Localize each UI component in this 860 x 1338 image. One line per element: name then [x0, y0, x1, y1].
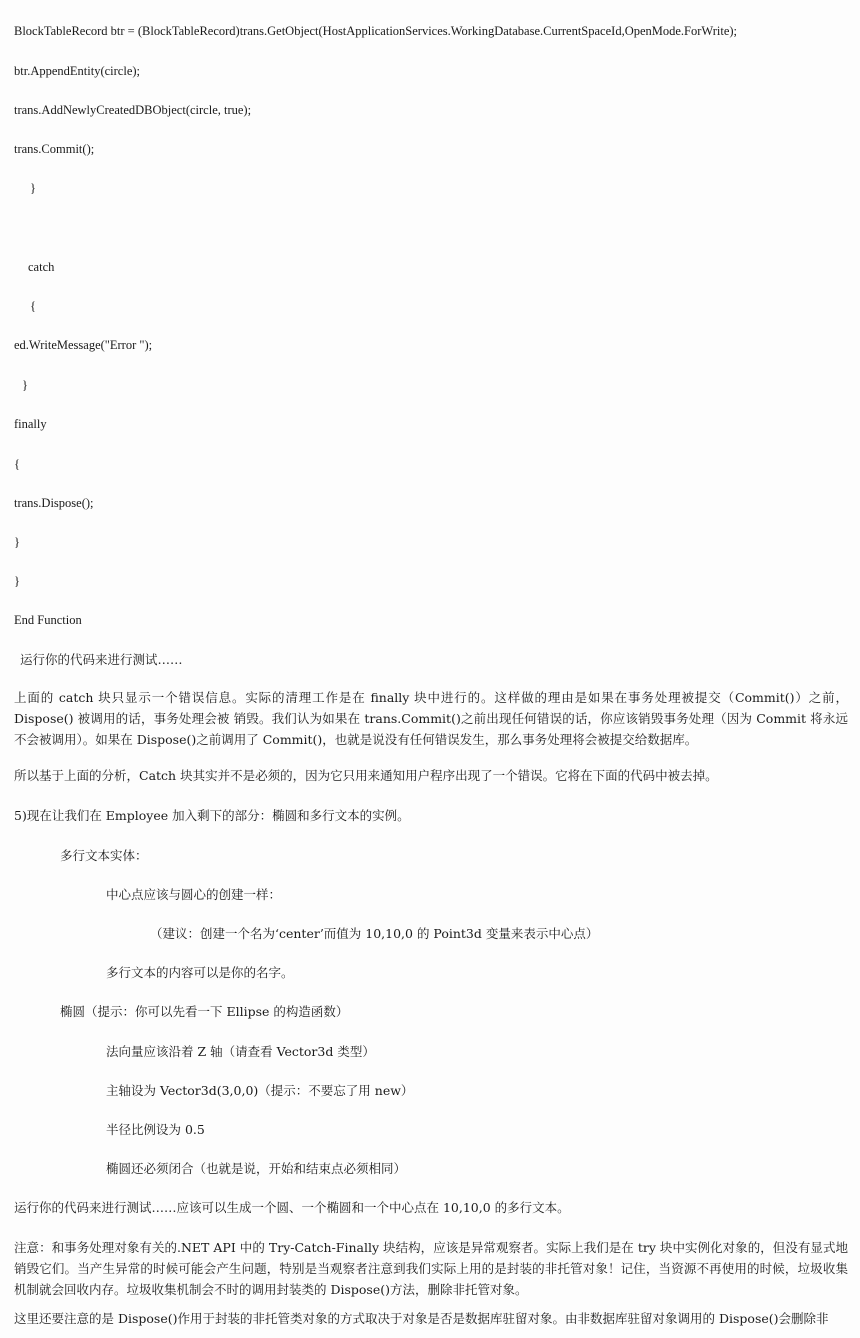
code-line-add-newly-created: trans.AddNewlyCreatedDBObject(circle, true); [14, 103, 252, 117]
code-line-open-brace-catch: { [30, 299, 36, 313]
code-line-finally: finally [14, 417, 47, 431]
code-line-close-brace-try: } [30, 181, 36, 195]
paragraph-note: 注意：和事务处理对象有关的.NET API 中的 Try-Catch-Finally 块结构，应该是异常观察者。实际上我们是在 try 块中实例化对象的，但没有显式地销毁它们。当产生异常的时候可能会产生问题，特别是当观察者注意到我们实际上用的是封装的非托管对象！记住，当资源不再使用的时候，垃圾收集机制就会回收内存。垃圾收集机制会不时的调用封装类的 Dispose()方法，删除非托管对象。 [14, 1240, 848, 1297]
paragraph-analysis: 所以基于上面的分析，Catch 块其实并不是必须的，因为它只用来通知用户程序出现了一个错误。它将在下面的代码中被去掉。 [14, 768, 718, 783]
code-line-close-brace-catch: } [22, 378, 28, 392]
mtext-section-title: 多行文本实体： [60, 848, 148, 863]
paragraph-dispose: 这里还要注意的是 Dispose()作用于封装的非托管类对象的方式取决于对象是否是数据库驻留对象。由非数据库驻留对象调用的 Dispose()会删除非 [14, 1311, 829, 1326]
paragraph-catch-explanation: 上面的 catch 块只显示一个错误信息。实际的清理工作是在 finally 块中进行的。这样做的理由是如果在事务处理被提交（Commit()）之前，Dispose() 被调用的话，事务处理会被 销毁。我们认为如果在 trans.Commit()之前出现任何错误的话，你应该销毁事务处理（因为 Commit 将永远不会被调用）。如果在 Dispose()之前调用了 Commit()，也就是说没有任何错误发生，那么事务处理将会被提交给数据库。 [14, 690, 848, 747]
ellipse-radius-ratio-instruction: 半径比例设为 0.5 [106, 1122, 205, 1137]
step-5-heading: 5)现在让我们在 Employee 加入剩下的部分：椭圆和多行文本的实例。 [14, 808, 410, 823]
code-line-catch: catch [28, 260, 55, 274]
ellipse-major-axis-instruction: 主轴设为 Vector3d(3,0,0)（提示：不要忘了用 new） [106, 1083, 414, 1098]
mtext-center-instruction: 中心点应该与圆心的创建一样： [106, 887, 282, 902]
ellipse-closed-instruction: 椭圆还必须闭合（也就是说，开始和结束点必须相同） [106, 1161, 407, 1176]
code-line-commit: trans.Commit(); [14, 142, 95, 156]
code-line-write-message: ed.WriteMessage("Error "); [14, 338, 153, 352]
run-test-text-2: 运行你的代码来进行测试……应该可以生成一个圆、一个椭圆和一个中心点在 10,10,0 的多行文本。 [14, 1200, 570, 1215]
code-line-blocktablerecord: BlockTableRecord btr = (BlockTableRecord)trans.GetObject(HostApplicationServices.WorkingDatabase.CurrentSpaceId,OpenMode.ForWrite); [14, 24, 738, 38]
code-line-end-function: End Function [14, 613, 82, 627]
code-line-dispose: trans.Dispose(); [14, 496, 94, 510]
code-line-append-entity: btr.AppendEntity(circle); [14, 64, 141, 78]
mtext-center-hint: （建议：创建一个名为‘center’而值为 10,10,0 的 Point3d 变量来表示中心点） [150, 926, 599, 941]
code-line-open-brace-finally: { [14, 457, 20, 471]
run-test-text-1: 运行你的代码来进行测试…… [20, 652, 183, 667]
code-line-close-brace-function: } [14, 574, 20, 588]
ellipse-normal-instruction: 法向量应该沿着 Z 轴（请查看 Vector3d 类型） [106, 1044, 375, 1059]
ellipse-section-title: 椭圆（提示：你可以先看一下 Ellipse 的构造函数） [60, 1004, 349, 1019]
mtext-content-instruction: 多行文本的内容可以是你的名字。 [106, 965, 294, 980]
code-line-close-brace-finally: } [14, 535, 20, 549]
